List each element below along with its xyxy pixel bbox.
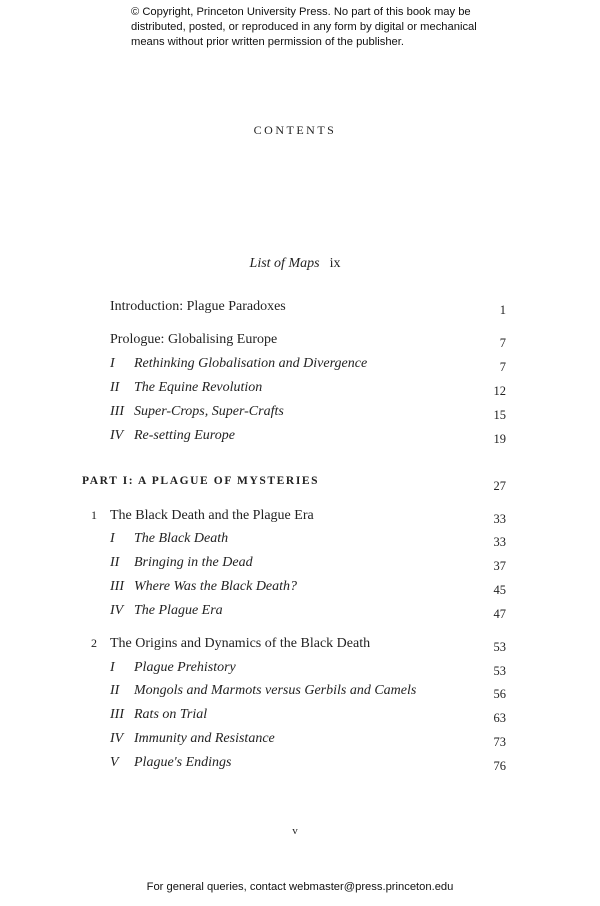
page-number: 15	[493, 408, 506, 422]
page-number: 1	[499, 303, 506, 317]
toc-entry	[0, 356, 600, 376]
toc-entry	[0, 579, 600, 599]
list-of-maps-entry	[0, 256, 590, 272]
page-number: 45	[493, 583, 506, 597]
section-title: Plague's Endings	[134, 755, 232, 770]
chapter-title: Introduction: Plague Paradoxes	[110, 299, 286, 314]
section-title: Plague Prehistory	[134, 660, 236, 675]
section-title: The Black Death	[134, 531, 229, 546]
page-number: 53	[493, 640, 506, 654]
section-numeral: III	[110, 579, 124, 594]
list-of-maps-page: ix	[329, 256, 341, 271]
footer-notice: For general queries, contact webmaster@press.princeton.edu	[146, 881, 454, 893]
toc-entry	[0, 707, 600, 727]
toc-entry	[0, 428, 600, 448]
toc-entry	[0, 555, 600, 575]
toc-entry	[0, 508, 600, 528]
chapter-title: The Black Death and the Plague Era	[110, 508, 314, 523]
page-number: 47	[493, 607, 506, 621]
chapter-number: 2	[91, 636, 97, 650]
page-number: 7	[499, 336, 506, 350]
toc-entry	[0, 683, 600, 703]
section-title: Rats on Trial	[134, 707, 208, 722]
section-numeral: IV	[110, 731, 124, 746]
toc-entry	[0, 404, 600, 424]
section-numeral: III	[110, 707, 124, 722]
page-number: 53	[493, 664, 506, 678]
section-numeral: V	[110, 755, 119, 770]
section-title: Bringing in the Dead	[134, 555, 253, 570]
section-numeral: I	[110, 531, 115, 546]
toc-entry	[0, 380, 600, 400]
section-title: The Equine Revolution	[134, 380, 263, 395]
chapter-title: Prologue: Globalising Europe	[110, 332, 278, 347]
page-number: 33	[493, 512, 506, 526]
toc-entry	[0, 755, 600, 775]
chapter-number: 1	[91, 508, 97, 522]
section-title: Where Was the Black Death?	[134, 579, 298, 594]
page-number: 73	[493, 735, 506, 749]
section-numeral: I	[110, 356, 115, 371]
copyright-notice: © Copyright, Princeton University Press. No part of this book may be distributed, posted, or reproduced in any form by digital or mechanical means without prior written permission of the publisher.	[131, 6, 477, 48]
toc-entry	[0, 603, 600, 623]
page-title: CONTENTS	[253, 123, 337, 137]
section-title: Mongols and Marmots versus Gerbils and Camels	[134, 683, 417, 698]
page-number: 27	[493, 479, 506, 493]
section-numeral: II	[110, 555, 120, 570]
page-number: 7	[499, 360, 506, 374]
page-number: 33	[493, 535, 506, 549]
section-numeral: II	[110, 683, 120, 698]
toc-entry	[0, 731, 600, 751]
page-number: 56	[493, 687, 506, 701]
section-title: Re-setting Europe	[134, 428, 235, 443]
page-number: 37	[493, 559, 506, 573]
toc-entry	[0, 660, 600, 680]
section-title: The Plague Era	[134, 603, 223, 618]
section-title: Immunity and Resistance	[134, 731, 275, 746]
list-of-maps-label: List of Maps	[249, 256, 320, 271]
section-numeral: IV	[110, 603, 124, 618]
section-numeral: IV	[110, 428, 124, 443]
section-numeral: II	[110, 380, 120, 395]
toc-entry	[0, 332, 600, 352]
page-number: 19	[493, 432, 506, 446]
section-numeral: I	[110, 660, 115, 675]
page-folio: v	[292, 825, 298, 837]
section-title: Rethinking Globalisation and Divergence	[134, 356, 368, 371]
toc-entry	[0, 475, 600, 495]
toc-entry	[0, 636, 600, 656]
toc-entry	[0, 299, 600, 319]
page-number: 63	[493, 711, 506, 725]
page-number: 12	[493, 384, 506, 398]
section-numeral: III	[110, 404, 124, 419]
toc-entry	[0, 531, 600, 551]
section-title: Super-Crops, Super-Crafts	[134, 404, 284, 419]
part-title: PART I: A PLAGUE OF MYSTERIES	[82, 475, 320, 487]
chapter-title: The Origins and Dynamics of the Black Death	[110, 636, 371, 651]
page-number: 76	[493, 759, 506, 773]
